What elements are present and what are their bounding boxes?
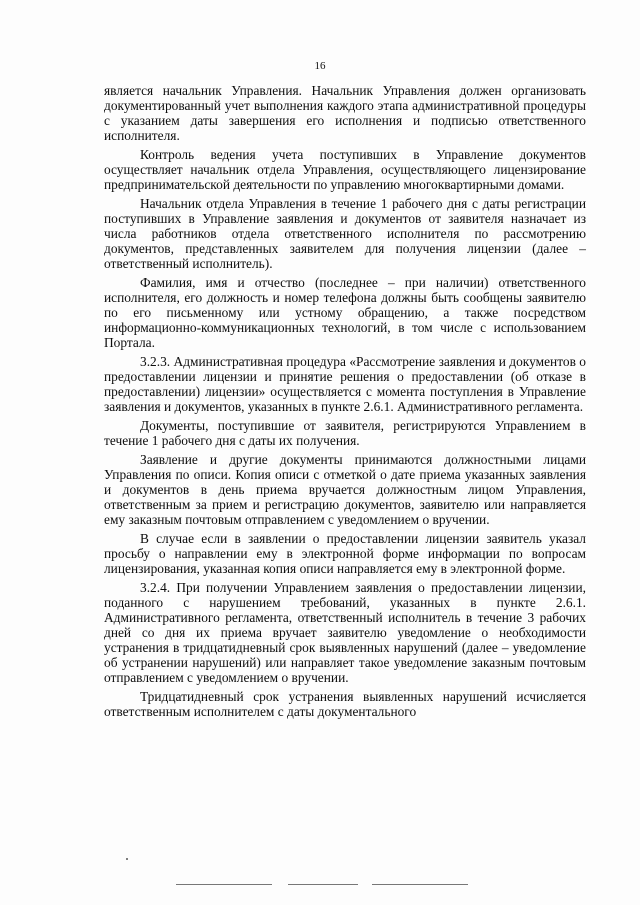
paragraph: Документы, поступившие от заявителя, регистрируются Управлением в течение 1 рабочего дня с даты их получения. (104, 418, 586, 448)
footer-rule (372, 884, 468, 885)
paragraph: 3.2.3. Административная процедура «Рассмотрение заявления и документов о предоставлении лицензии и принятие решения о предоставлении (об отказе в предоставлении) лицензии» осуществляется с момента поступления в Управление заявления и документов, указанных в пункте 2.6.1. Административного регламента. (104, 354, 586, 414)
paragraph: является начальник Управления. Начальник Управления должен организовать документированный учет выполнения каждого этапа административной процедуры с указанием даты завершения его исполнения и подписью ответственного исполнителя. (104, 83, 586, 143)
paragraph: 3.2.4. При получении Управлением заявления о предоставлении лицензии, поданного с нарушением требований, указанных в пункте 2.6.1. Административного регламента, ответственный исполнитель в течение 3 рабочих дней со дня их приема вручает заявителю уведомление о необходимости устранения в тридцатидневный срок выявленных нарушений (далее – уведомление об устранении нарушений) или направляет такое уведомление заказным почтовым отправлением с уведомлением о вручении. (104, 580, 586, 685)
paragraph: Тридцатидневный срок устранения выявленных нарушений исчисляется ответственным исполнителем с даты документального (104, 689, 586, 719)
paragraph: Контроль ведения учета поступивших в Управление документов осуществляет начальник отдела Управления, осуществляющего лицензирование предпринимательской деятельности по управлению многоквартирными домами. (104, 147, 586, 192)
scan-speck (126, 858, 128, 860)
paragraph: Заявление и другие документы принимаются должностными лицами Управления по описи. Копия описи с отметкой о дате приема указанных заявления и документов в день приема вручается должностным лицом Управления, ответственным за прием и регистрацию документов, заявителю или направляется ему заказным почтовым отправлением с уведомлением о вручении. (104, 452, 586, 527)
paragraph: В случае если в заявлении о предоставлении лицензии заявитель указал просьбу о направлении ему в электронной форме информации по вопросам лицензирования, указанная копия описи направляется ему в электронной форме. (104, 531, 586, 576)
footer-rule (288, 884, 358, 885)
paragraph: Фамилия, имя и отчество (последнее – при наличии) ответственного исполнителя, его должность и номер телефона должны быть сообщены заявителю по его письменному или устному обращению, а также посредством информационно-коммуникационных технологий, в том числе с использованием Портала. (104, 275, 586, 350)
document-body (104, 83, 586, 723)
footer-rule (176, 884, 272, 885)
paragraph: Начальник отдела Управления в течение 1 рабочего дня с даты регистрации поступивших в Управление заявления и документов от заявителя назначает из числа работников отдела ответственного исполнителя по рассмотрению документов, представленных заявителем для получения лицензии (далее – ответственный исполнитель). (104, 196, 586, 271)
page-number: 16 (314, 60, 326, 72)
